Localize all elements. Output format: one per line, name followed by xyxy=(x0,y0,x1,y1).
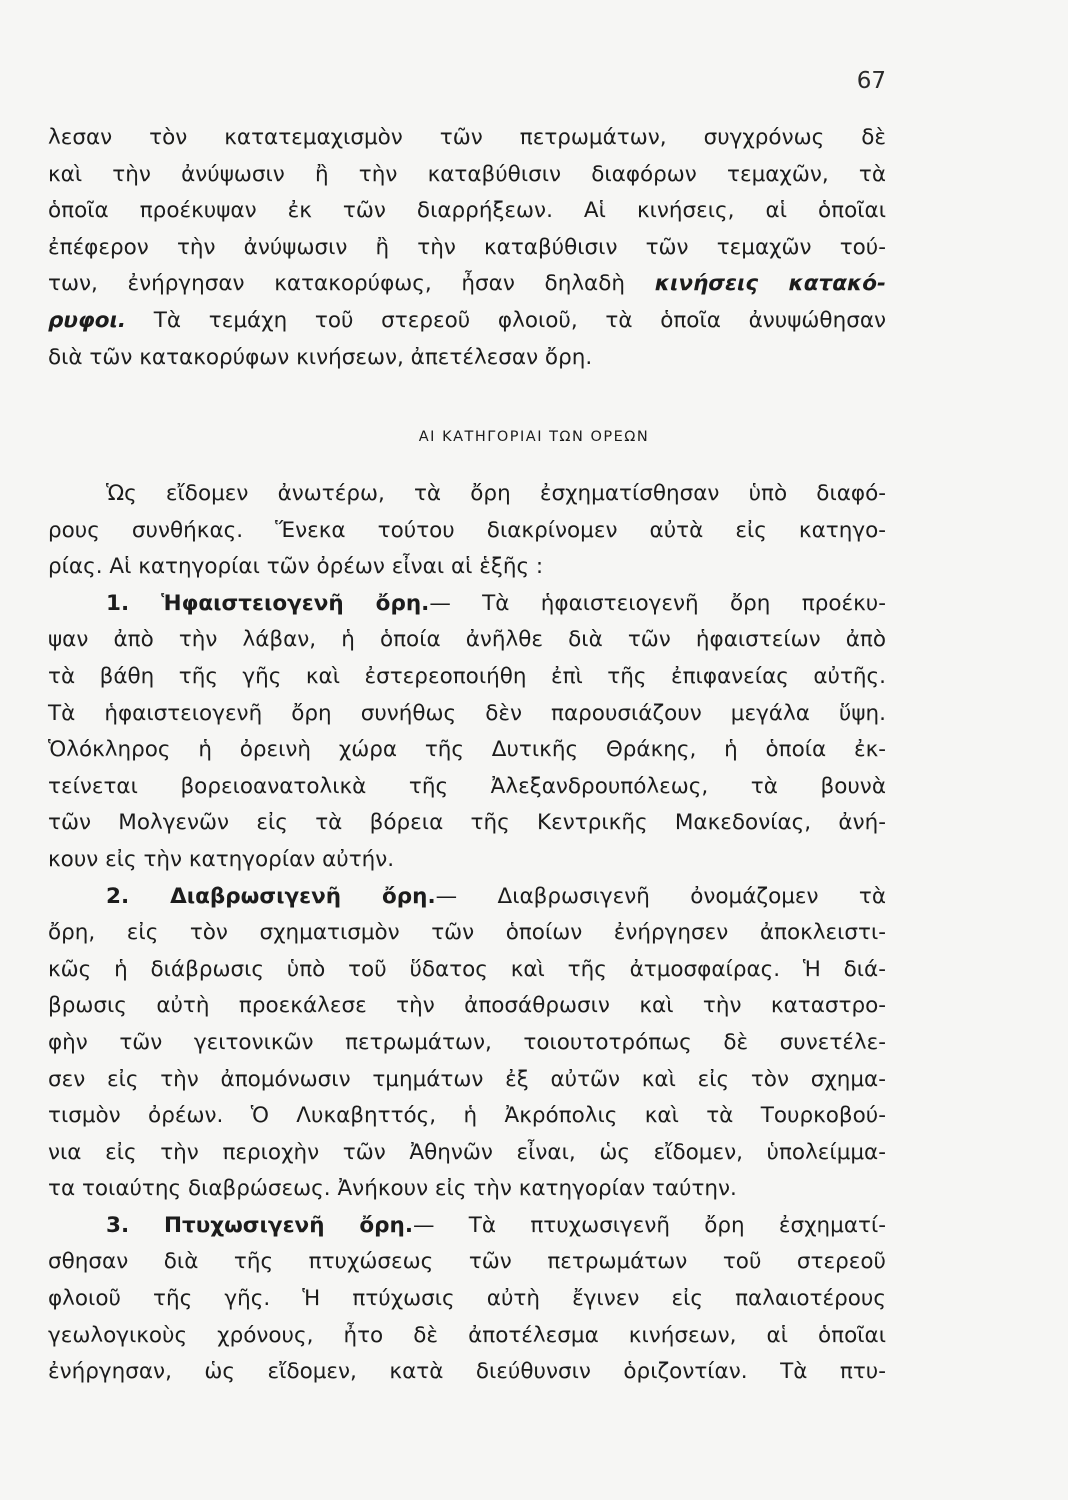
text-line xyxy=(48,303,886,340)
text-line xyxy=(48,879,886,916)
text-span: — Διαβρωσιγενῆ ὀνομάζομεν τὰ xyxy=(435,883,887,909)
text-line: τὰ βάθη τῆς γῆς καὶ ἐστερεοποιήθη ἐπὶ τῆς ἐπιφανείας αὐτῆς. xyxy=(48,663,886,689)
text-line: ἐπέφερον τὴν ἀνύψωσιν ἢ τὴν καταβύθισιν τῶν τεμαχῶν τού- xyxy=(48,234,886,260)
text-line: Ὁλόκληρος ἡ ὀρεινὴ χώρα τῆς Δυτικῆς Θράκης, ἡ ὁποία ἐκ- xyxy=(48,737,886,763)
text-line: καὶ τὴν ἀνύψωσιν ἢ τὴν καταβύθισιν διαφόρων τεμαχῶν, τὰ xyxy=(48,161,886,187)
emphasis-term: ρυφοι. xyxy=(48,307,127,333)
text-line: βρωσις αὐτὴ προεκάλεσε τὴν ἀποσάθρωσιν καὶ τὴν καταστρο- xyxy=(48,993,886,1019)
text-line: Τὰ ἡφαιστειογενῆ ὄρη συνήθως δὲν παρουσιάζουν μεγάλα ὕψη. xyxy=(48,700,886,726)
text-line: Ὡς εἴδομεν ἀνωτέρω, τὰ ὄρη ἐσχηματίσθησαν ὑπὸ διαφό- xyxy=(106,481,886,506)
text-span: των, ἐνήργησαν κατακορύφως, ἦσαν δηλαδὴ xyxy=(48,271,655,297)
subsection-title: 3. Πτυχωσιγενῆ ὄρη. xyxy=(106,1212,414,1238)
text-line: ὄρη, εἰς τὸν σχηματισμὸν τῶν ὁποίων ἐνήργησεν ἀποκλειστι- xyxy=(48,920,886,946)
text-line: λεσαν τὸν κατατεμαχισμὸν τῶν πετρωμάτων, συγχρόνως δὲ xyxy=(48,125,886,150)
text-span: — Τὰ πτυχωσιγενῆ ὄρη ἐσχηματί- xyxy=(413,1212,886,1238)
text-line: τα τοιαύτης διαβρώσεως. Ἀνήκουν εἰς τὴν κατηγορίαν ταύτην. xyxy=(48,1176,737,1202)
text-line xyxy=(48,586,886,623)
text-span: Τὰ τεμάχη τοῦ στερεοῦ φλοιοῦ, τὰ ὁποῖα ἀνυψώθησαν xyxy=(126,307,886,333)
text-line: ψαν ἀπὸ τὴν λάβαν, ἡ ὁποία ἀνῆλθε διὰ τῶν ἡφαιστείων ἀπὸ xyxy=(48,627,886,653)
text-line: ρους συνθήκας. Ἕνεκα τούτου διακρίνομεν αὐτὰ εἰς κατηγο- xyxy=(48,517,886,543)
text-line: σθησαν διὰ τῆς πτυχώσεως τῶν πετρωμάτων τοῦ στερεοῦ xyxy=(48,1249,886,1275)
text-line: κουν εἰς τὴν κατηγορίαν αὐτήν. xyxy=(48,846,395,872)
text-line: ὁποῖα προέκυψαν ἐκ τῶν διαρρήξεων. Αἱ κινήσεις, αἱ ὁποῖαι xyxy=(48,198,886,224)
subsection-title: 2. Διαβρωσιγενῆ ὄρη. xyxy=(106,883,436,909)
text-line: τισμὸν ὀρέων. Ὁ Λυκαβηττός, ἡ Ἀκρόπολις καὶ τὰ Τουρκοβού- xyxy=(48,1103,886,1129)
text-line: τείνεται βορειοανατολικὰ τῆς Ἀλεξανδρουπόλεως, τὰ βουνὰ xyxy=(48,773,886,799)
text-span: — Τὰ ἡφαιστειογενῆ ὄρη προέκυ- xyxy=(429,590,886,616)
text-line: κῶς ἡ διάβρωσις ὑπὸ τοῦ ὕδατος καὶ τῆς ἀτμοσφαίρας. Ἡ διά- xyxy=(48,956,886,982)
text-line xyxy=(48,1208,886,1245)
text-line: ρίας. Αἱ κατηγορίαι τῶν ὀρέων εἶναι αἱ ἑξῆς : xyxy=(48,554,544,580)
text-line xyxy=(48,266,886,303)
paragraph-categories xyxy=(48,476,886,1391)
section-heading: ΑΙ ΚΑΤΗΓΟΡΙΑΙ ΤΩΝ ΟΡΕΩΝ xyxy=(418,429,650,445)
text-line: τῶν Μολγενῶν εἰς τὰ βόρεια τῆς Κεντρικῆς Μακεδονίας, ἀνή- xyxy=(48,810,886,836)
paragraph-intro xyxy=(48,120,886,376)
text-line: φὴν τῶν γειτονικῶν πετρωμάτων, τοιουτοτρόπως δὲ συνετέλε- xyxy=(48,1029,886,1055)
text-line: νια εἰς τὴν περιοχὴν τῶν Ἀθηνῶν εἶναι, ὡς εἴδομεν, ὑπολείμμα- xyxy=(48,1139,886,1165)
emphasis-term: κινήσεις κατακό- xyxy=(654,271,886,297)
page-number: 67 xyxy=(856,68,886,94)
text-line: ἐνήργησαν, ὡς εἴδομεν, κατὰ διεύθυνσιν ὁριζοντίαν. Τὰ πτυ- xyxy=(48,1359,886,1385)
text-line: διὰ τῶν κατακορύφων κινήσεων, ἀπετέλεσαν ὄρη. xyxy=(48,344,593,370)
text-line: γεωλογικοὺς χρόνους, ἦτο δὲ ἀποτέλεσμα κινήσεων, αἱ ὁποῖαι xyxy=(48,1322,886,1348)
text-line: φλοιοῦ τῆς γῆς. Ἡ πτύχωσις αὐτὴ ἔγινεν εἰς παλαιοτέρους xyxy=(48,1286,886,1312)
text-line: σεν εἰς τὴν ἀπομόνωσιν τμημάτων ἐξ αὐτῶν καὶ εἰς τὸν σχημα- xyxy=(48,1066,886,1092)
subsection-title: 1. Ἡφαιστειογενῆ ὄρη. xyxy=(106,590,430,616)
